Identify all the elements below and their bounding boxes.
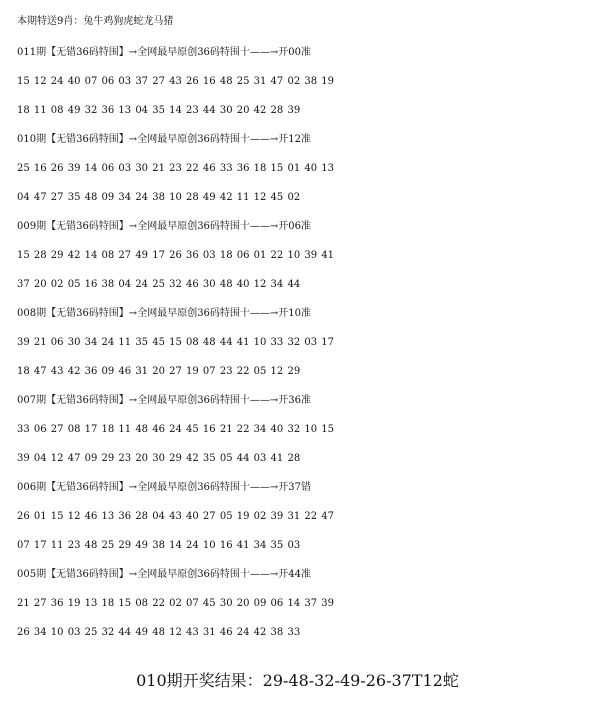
prediction-document	[17, 6, 587, 647]
period-title: 007期【无错36码特围】→全网最早原创36码特围十——→开36准	[17, 395, 312, 406]
number-row: 15 12 24 40 07 06 03 37 27 43 26 16 48 25 31 47 02 38 19	[17, 76, 334, 87]
period-title: 010期【无错36码特围】→全网最早原创36码特围十——→开12准	[17, 134, 312, 145]
number-row: 18 11 08 49 32 36 13 04 35 14 23 44 30 20 42 28 39	[17, 105, 301, 116]
draw-result: 010期开奖结果：29-48-32-49-26-37T12蛇	[136, 671, 459, 690]
zodiac-header: 本期特送9肖：兔牛鸡狗虎蛇龙马猪	[17, 16, 174, 27]
number-row: 25 16 26 39 14 06 03 30 21 23 22 46 33 36 18 15 01 40 13	[17, 163, 334, 174]
period-block-008	[17, 299, 587, 386]
number-row: 18 47 43 42 36 09 46 31 20 27 19 07 23 22 05 12 29	[17, 366, 301, 377]
number-row: 33 06 27 08 17 18 11 48 46 24 45 16 21 22 34 40 32 10 15	[17, 424, 334, 435]
period-title: 008期【无错36码特围】→全网最早原创36码特围十——→开10准	[17, 308, 312, 319]
period-block-009	[17, 212, 587, 299]
period-title: 011期【无错36码特围】→全网最早原创36码特围十——→开00准	[17, 47, 312, 58]
period-block-010	[17, 125, 587, 212]
number-row: 26 34 10 03 25 32 44 49 48 12 43 31 46 24 42 38 33	[17, 627, 301, 638]
number-row: 37 20 02 05 16 38 04 24 25 32 46 30 48 40 12 34 44	[17, 279, 301, 290]
period-block-007	[17, 386, 587, 473]
number-row: 07 17 11 23 48 25 29 49 38 14 24 10 16 41 34 35 03	[17, 540, 301, 551]
period-title: 009期【无错36码特围】→全网最早原创36码特围十——→开06准	[17, 221, 312, 232]
period-title: 006期【无错36码特围】→全网最早原创36码特围十——→开37错	[17, 482, 312, 493]
period-block-011	[17, 38, 587, 125]
number-row: 21 27 36 19 13 18 15 08 22 02 07 45 30 20 09 06 14 37 39	[17, 598, 334, 609]
period-title: 005期【无错36码特围】→全网最早原创36码特围十——→开44准	[17, 569, 312, 580]
number-row: 15 28 29 42 14 08 27 49 17 26 36 03 18 06 01 22 10 39 41	[17, 250, 334, 261]
period-block-006	[17, 473, 587, 560]
number-row: 39 21 06 30 34 24 11 35 45 15 08 48 44 41 10 33 32 03 17	[17, 337, 334, 348]
period-block-005	[17, 560, 587, 647]
number-row: 04 47 27 35 48 09 34 24 38 10 28 49 42 11 12 45 02	[17, 192, 301, 203]
number-row: 26 01 15 12 46 13 36 28 04 43 40 27 05 19 02 39 31 22 47	[17, 511, 334, 522]
number-row: 39 04 12 47 09 29 23 20 30 29 42 35 05 44 03 41 28	[17, 453, 301, 464]
